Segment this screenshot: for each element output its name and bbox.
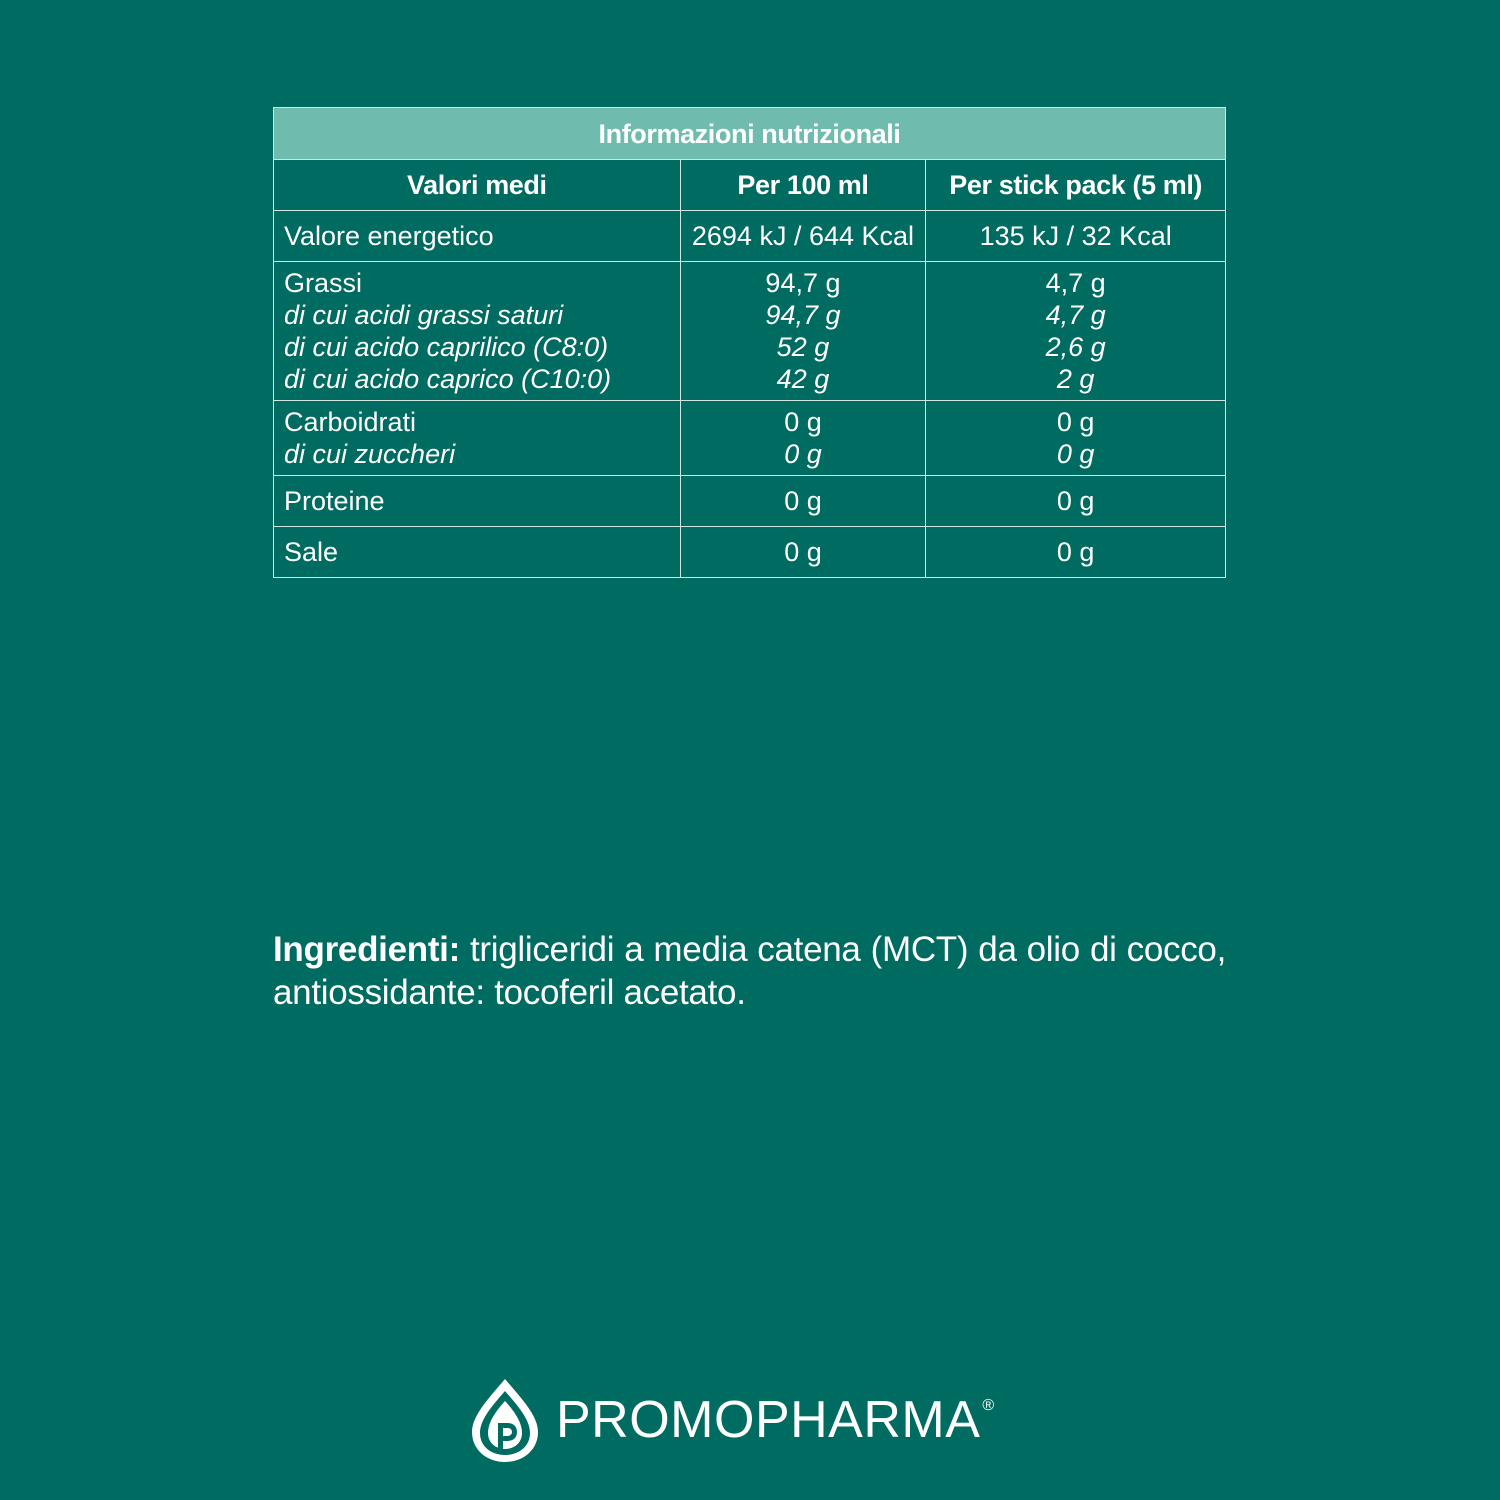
nutrition-table	[273, 107, 1226, 578]
header-average-values: Valori medi	[274, 160, 681, 211]
header-per-100ml: Per 100 ml	[680, 160, 926, 211]
salt-per-stick: 0 g	[926, 527, 1226, 578]
capric-per-stick: 2 g	[1056, 364, 1095, 394]
brand-name: PROMOPHARMA	[556, 1391, 981, 1449]
table-row-salt	[274, 527, 1226, 578]
protein-per-stick: 0 g	[926, 476, 1226, 527]
table-row-fats	[274, 262, 1226, 401]
salt-per100: 0 g	[680, 527, 926, 578]
ingredients-list: trigliceridi a media catena (MCT) da olio di cocco, antiossidante: tocoferil acetato.	[273, 930, 1226, 1012]
saturated-per100: 94,7 g	[765, 300, 841, 330]
table-row-carbs	[274, 401, 1226, 476]
brand-logo-block	[470, 1377, 994, 1463]
carbs-per100: 0 g	[784, 407, 822, 437]
protein-label: Proteine	[274, 476, 681, 527]
sugars-per-stick: 0 g	[1056, 439, 1095, 469]
capric-label: di cui acido caprico (C10:0)	[284, 364, 612, 394]
carbs-label: Carboidrati	[284, 407, 417, 437]
protein-per100: 0 g	[680, 476, 926, 527]
table-title: Informazioni nutrizionali	[274, 108, 1226, 160]
salt-label: Sale	[274, 527, 681, 578]
saturated-per-stick: 4,7 g	[1045, 300, 1106, 330]
table-row-energy	[274, 211, 1226, 262]
table-header-row	[274, 160, 1226, 211]
caprylic-label: di cui acido caprilico (C8:0)	[284, 332, 609, 362]
capric-per100: 42 g	[776, 364, 830, 394]
fats-per-stick: 4,7 g	[1045, 268, 1106, 298]
registered-mark: ®	[982, 1397, 995, 1414]
caprylic-per-stick: 2,6 g	[1045, 332, 1106, 362]
saturated-label: di cui acidi grassi saturi	[284, 300, 564, 330]
table-row-protein	[274, 476, 1226, 527]
sugars-per100: 0 g	[784, 439, 822, 469]
energy-per100: 2694 kJ / 644 Kcal	[680, 211, 926, 262]
fats-per100: 94,7 g	[765, 268, 841, 298]
ingredients-text	[273, 928, 1226, 1014]
header-per-stick: Per stick pack (5 ml)	[926, 160, 1226, 211]
carbs-per-stick: 0 g	[1056, 407, 1095, 437]
caprylic-per100: 52 g	[776, 332, 830, 362]
carbs-per100-cell	[680, 401, 926, 476]
carbs-label-cell	[274, 401, 681, 476]
carbs-per-stick-cell	[926, 401, 1226, 476]
energy-per-stick: 135 kJ / 32 Kcal	[926, 211, 1226, 262]
drop-p-logo-icon	[470, 1377, 540, 1463]
energy-label: Valore energetico	[274, 211, 681, 262]
fats-per-stick-cell	[926, 262, 1226, 401]
fats-label-cell	[274, 262, 681, 401]
sugars-label: di cui zuccheri	[284, 439, 456, 469]
fats-per100-cell	[680, 262, 926, 401]
ingredients-label: Ingredienti:	[273, 930, 460, 969]
fats-label: Grassi	[284, 268, 363, 298]
